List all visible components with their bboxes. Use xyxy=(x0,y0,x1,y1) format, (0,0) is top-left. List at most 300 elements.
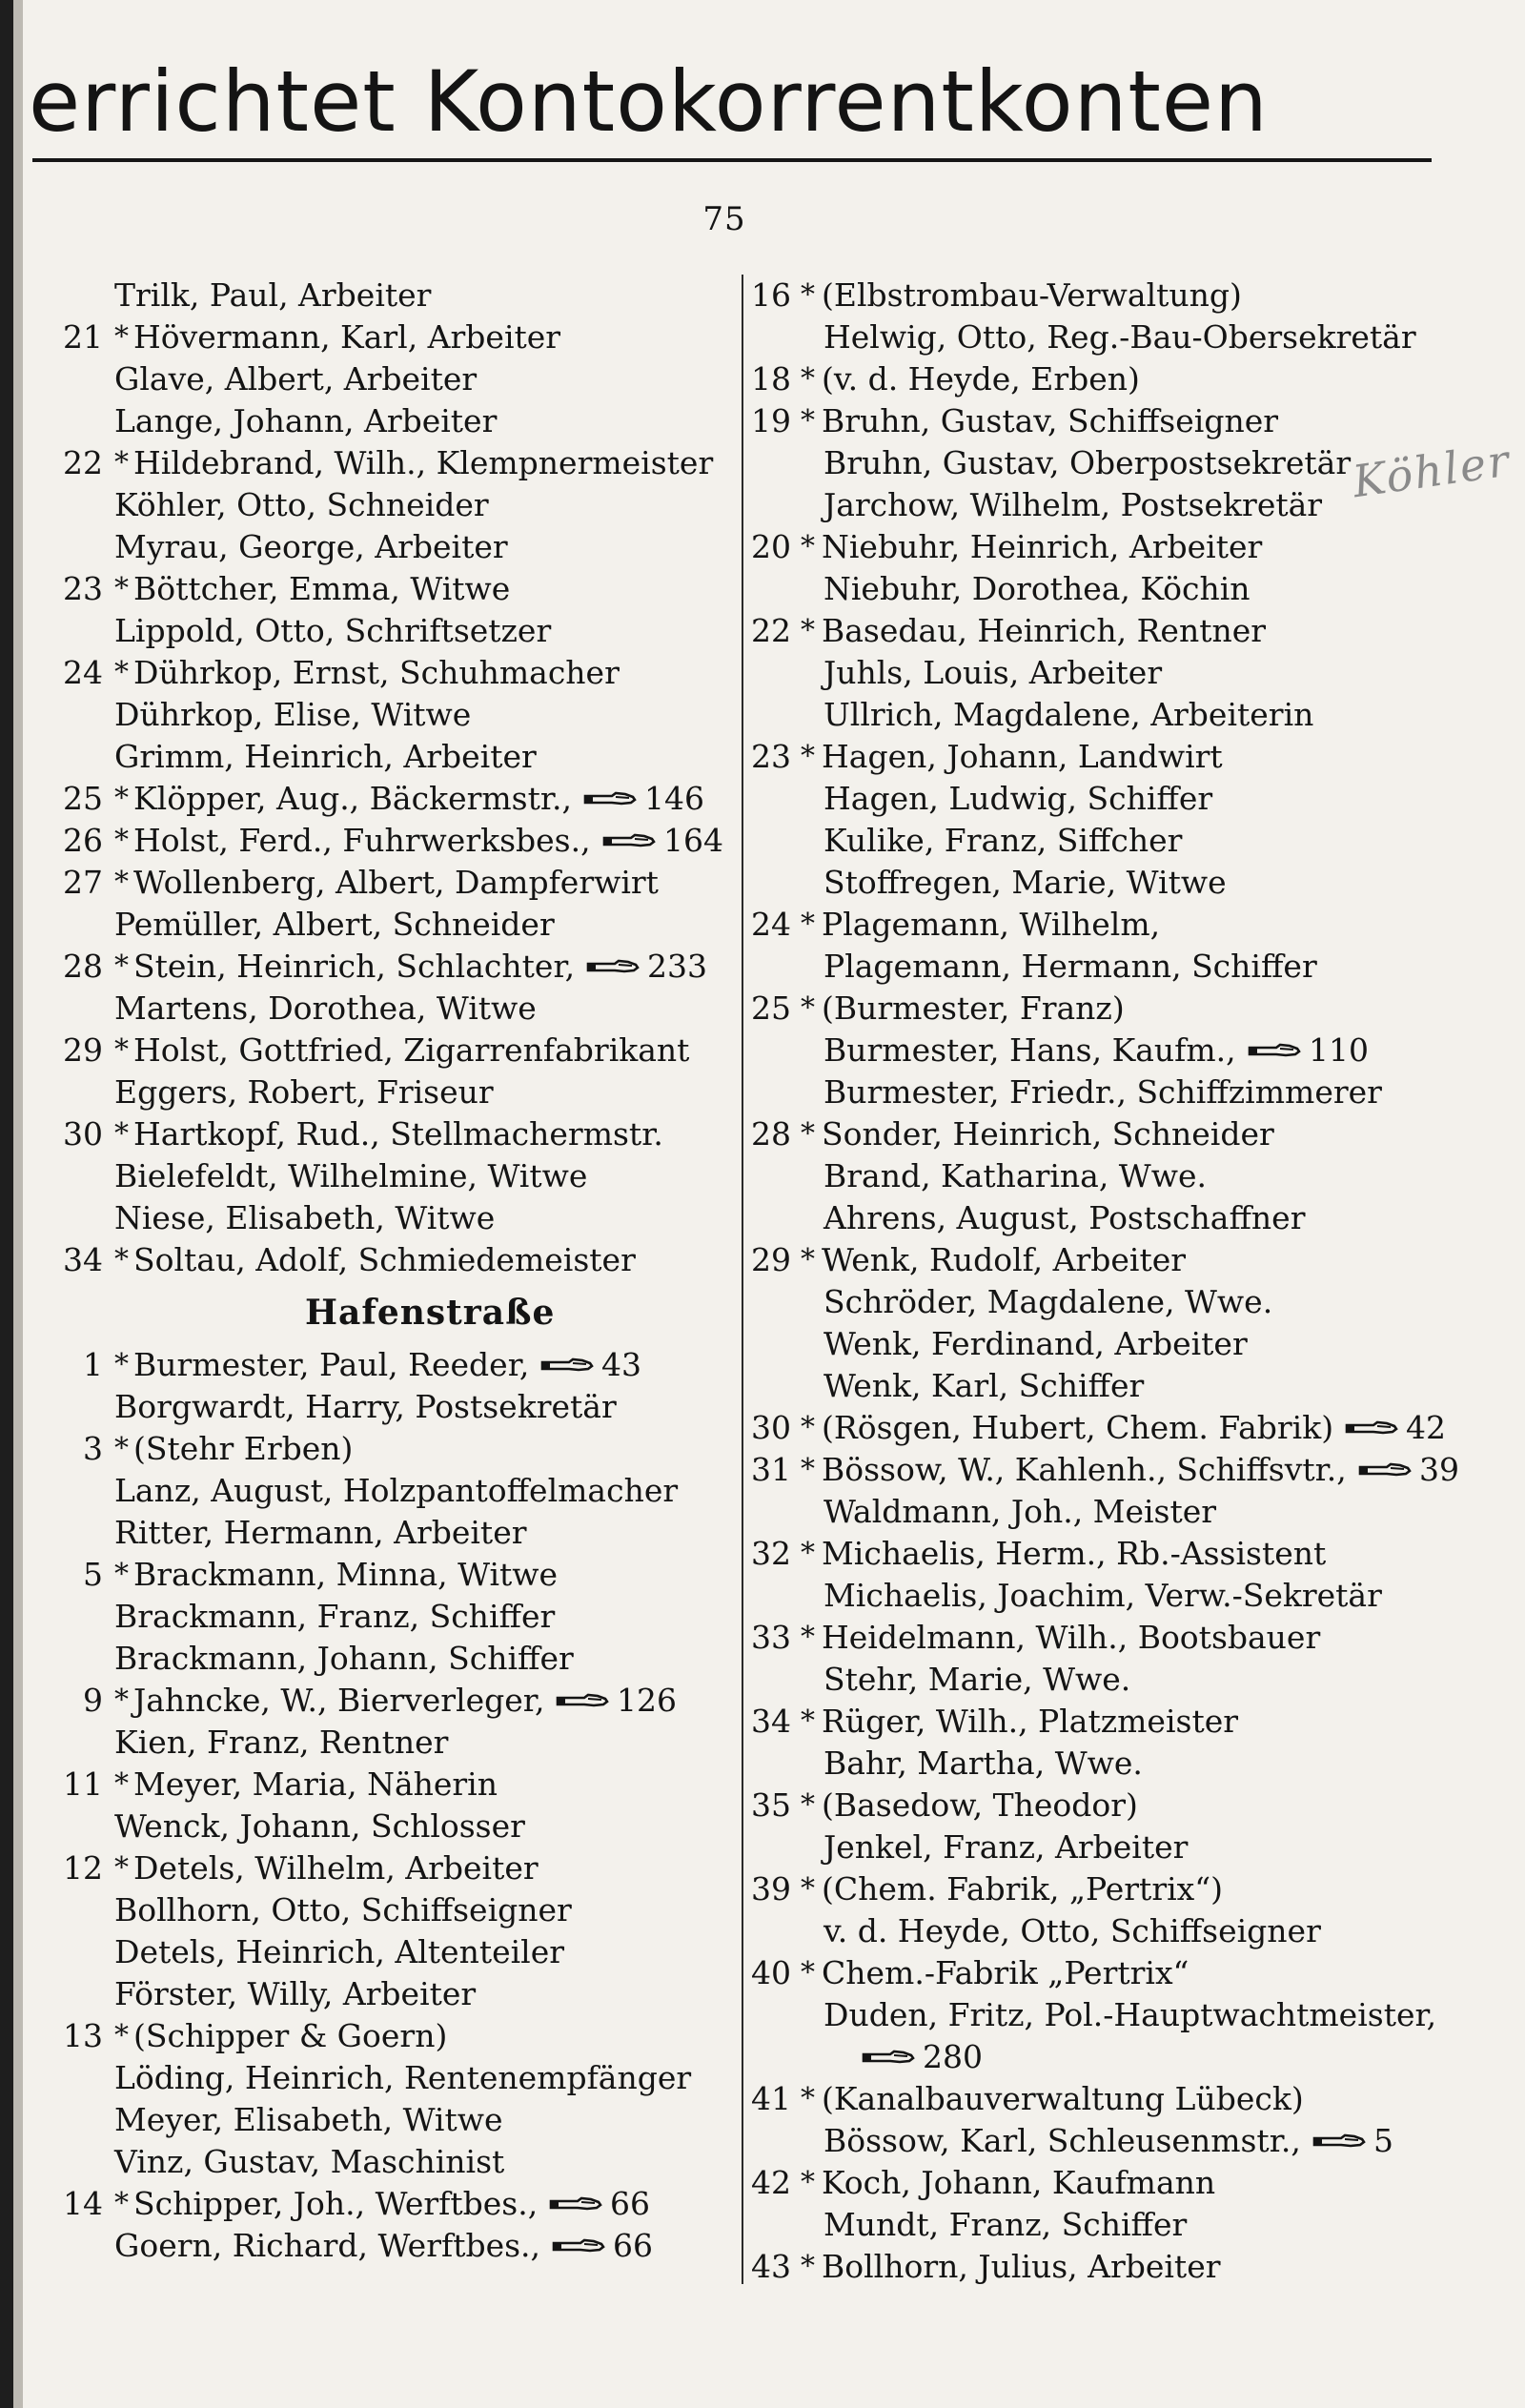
house-number: 40 xyxy=(751,1954,791,1991)
entry-text: Bruhn, Gustav, Oberpostsekretär xyxy=(824,444,1352,481)
entry-text: Holst, Gottfried, Zigarrenfabrikant xyxy=(133,1031,690,1069)
left-entry xyxy=(34,1197,738,1239)
house-number: 34 xyxy=(751,1703,791,1740)
house-number: 42 xyxy=(751,2164,791,2201)
entry-text: (Kanalbauverwaltung Lübeck) xyxy=(822,2080,1304,2117)
right-entry xyxy=(745,1155,1498,1197)
left-entry xyxy=(34,778,738,820)
left-entry xyxy=(34,946,738,988)
pointing-hand-icon xyxy=(556,1693,609,1708)
entry-text: (Rösgen, Hubert, Chem. Fabrik) xyxy=(822,1409,1334,1446)
street-section-heading xyxy=(34,1281,738,1344)
entry-text: Waldmann, Joh., Meister xyxy=(824,1493,1217,1530)
house-number: 41 xyxy=(751,2080,791,2117)
entry-text: Lippold, Otto, Schriftsetzer xyxy=(114,612,552,649)
right-entry xyxy=(745,1575,1498,1617)
right-entry xyxy=(745,1701,1498,1743)
left-entry xyxy=(34,1889,738,1931)
owner-star-icon: * xyxy=(114,320,129,354)
handwritten-margin-note: Köhler xyxy=(1349,434,1515,508)
pointing-hand-icon xyxy=(1345,1420,1398,1436)
left-entry xyxy=(34,484,738,526)
owner-star-icon: * xyxy=(114,1033,129,1067)
entry-text: (Basedow, Theodor) xyxy=(822,1786,1138,1824)
right-entry xyxy=(745,1197,1498,1239)
entry-text: Stehr, Marie, Wwe. xyxy=(824,1661,1131,1698)
left-entry xyxy=(34,1847,738,1889)
house-number: 33 xyxy=(751,1619,791,1656)
entry-text: Lanz, August, Holzpantoffelmacher xyxy=(114,1472,679,1509)
left-entry xyxy=(34,1554,738,1596)
owner-star-icon: * xyxy=(801,2250,815,2283)
house-number: 14 xyxy=(63,2185,103,2222)
left-entry xyxy=(34,1239,738,1281)
house-number: 20 xyxy=(751,528,791,565)
entry-text: Eggers, Robert, Friseur xyxy=(114,1073,494,1111)
owner-star-icon: * xyxy=(801,991,815,1025)
page-banner-title: errichtet Kontokorrentkonten xyxy=(29,52,1269,151)
entry-text: Rüger, Wilh., Platzmeister xyxy=(822,1703,1239,1740)
entry-text: Bollhorn, Julius, Arbeiter xyxy=(822,2248,1221,2285)
entry-text: Glave, Albert, Arbeiter xyxy=(114,360,478,398)
entry-text: Klöpper, Aug., Bäckermstr., xyxy=(133,780,572,817)
left-entry xyxy=(34,904,738,946)
left-entry xyxy=(34,1806,738,1847)
entry-text: Meyer, Elisabeth, Witwe xyxy=(114,2101,503,2138)
entry-text: Bruhn, Gustav, Schiffseigner xyxy=(822,402,1278,439)
account-reference: 126 xyxy=(617,1682,677,1719)
house-number: 22 xyxy=(751,612,791,649)
left-entry xyxy=(34,2183,738,2225)
owner-star-icon: * xyxy=(801,1956,815,1990)
entry-text: Dührkop, Ernst, Schuhmacher xyxy=(133,654,620,691)
owner-star-icon: * xyxy=(114,866,129,899)
owner-star-icon: * xyxy=(801,1243,815,1276)
house-number: 1 xyxy=(83,1346,103,1383)
pointing-hand-icon xyxy=(540,1357,594,1373)
account-reference: 66 xyxy=(610,2185,650,2222)
left-entry xyxy=(34,1113,738,1155)
owner-star-icon: * xyxy=(114,949,129,983)
house-number: 30 xyxy=(751,1409,791,1446)
account-reference: 39 xyxy=(1419,1451,1459,1488)
right-column xyxy=(745,275,1515,2288)
house-number: 30 xyxy=(63,1115,103,1153)
right-entry xyxy=(745,1239,1498,1281)
left-entry xyxy=(34,275,738,316)
account-reference: 42 xyxy=(1406,1409,1446,1446)
entry-text: Brackmann, Johann, Schiffer xyxy=(114,1640,574,1677)
entry-text: Borgwardt, Harry, Postsekretär xyxy=(114,1388,617,1425)
entry-text: Bollhorn, Otto, Schiffseigner xyxy=(114,1891,572,1928)
entry-text: Bössow, W., Kahlenh., Schiffsvtr., xyxy=(822,1451,1347,1488)
entry-text: Meyer, Maria, Näherin xyxy=(133,1765,498,1803)
owner-star-icon: * xyxy=(801,2166,815,2199)
owner-star-icon: * xyxy=(801,908,815,941)
house-number: 25 xyxy=(63,780,103,817)
owner-star-icon: * xyxy=(114,656,129,689)
right-entry xyxy=(745,652,1498,694)
entry-text: Wenk, Karl, Schiffer xyxy=(824,1367,1145,1404)
right-entry xyxy=(745,988,1498,1030)
entry-text: Stein, Heinrich, Schlachter, xyxy=(133,948,576,985)
left-entry xyxy=(34,694,738,736)
owner-star-icon: * xyxy=(114,446,129,480)
owner-star-icon: * xyxy=(801,1621,815,1654)
right-entry xyxy=(745,1868,1498,1910)
left-column xyxy=(34,275,738,2267)
owner-star-icon: * xyxy=(801,1117,815,1151)
right-entry xyxy=(745,1826,1498,1868)
pointing-hand-icon xyxy=(549,2196,602,2212)
entry-text: Martens, Dorothea, Witwe xyxy=(114,990,537,1027)
entry-text: Jahncke, W., Bierverleger, xyxy=(133,1682,545,1719)
left-entry xyxy=(34,316,738,358)
right-entry xyxy=(745,1785,1498,1826)
house-number: 9 xyxy=(83,1682,103,1719)
entry-text: Chem.-Fabrik „Pertrix“ xyxy=(822,1954,1190,1991)
house-number: 28 xyxy=(63,948,103,985)
pointing-hand-icon xyxy=(1358,1462,1412,1478)
house-number: 26 xyxy=(63,822,103,859)
owner-star-icon: * xyxy=(114,1348,129,1381)
owner-star-icon: * xyxy=(801,740,815,773)
owner-star-icon: * xyxy=(114,782,129,815)
right-entry xyxy=(745,1407,1498,1449)
left-entry xyxy=(34,1638,738,1680)
right-entry xyxy=(745,526,1498,568)
entry-text: (Chem. Fabrik, „Pertrix“) xyxy=(822,1870,1224,1908)
right-entry xyxy=(745,1281,1498,1323)
owner-star-icon: * xyxy=(114,1767,129,1801)
entry-text: Förster, Willy, Arbeiter xyxy=(114,1975,477,2012)
owner-star-icon: * xyxy=(114,824,129,857)
owner-star-icon: * xyxy=(801,1537,815,1570)
entry-text: Vinz, Gustav, Maschinist xyxy=(114,2143,505,2180)
pointing-hand-icon xyxy=(552,2238,605,2254)
left-entry xyxy=(34,1931,738,1973)
street-name: Hafenstraße xyxy=(305,1293,556,1333)
entry-text: Brackmann, Minna, Witwe xyxy=(133,1556,559,1593)
left-entry xyxy=(34,862,738,904)
left-entry xyxy=(34,2141,738,2183)
left-entry xyxy=(34,652,738,694)
right-entry xyxy=(745,568,1498,610)
owner-star-icon: * xyxy=(801,278,815,312)
left-entry xyxy=(34,1344,738,1386)
left-entry xyxy=(34,2225,738,2267)
entry-text: Mundt, Franz, Schiffer xyxy=(824,2206,1188,2243)
right-entry xyxy=(745,1533,1498,1575)
house-number: 22 xyxy=(63,444,103,481)
right-entry xyxy=(745,2246,1498,2288)
account-reference: 110 xyxy=(1309,1031,1369,1069)
owner-star-icon: * xyxy=(801,614,815,647)
house-number: 3 xyxy=(83,1430,103,1467)
entry-text: Sonder, Heinrich, Schneider xyxy=(822,1115,1274,1153)
entry-text: Kien, Franz, Rentner xyxy=(114,1724,449,1761)
left-entry xyxy=(34,526,738,568)
right-entry xyxy=(745,1491,1498,1533)
house-number: 39 xyxy=(751,1870,791,1908)
entry-text: Plagemann, Hermann, Schiffer xyxy=(824,948,1317,985)
house-number: 24 xyxy=(63,654,103,691)
house-number: 25 xyxy=(751,990,791,1027)
owner-star-icon: * xyxy=(801,1453,815,1486)
entry-text: Köhler, Otto, Schneider xyxy=(114,486,489,523)
entry-text: (Burmester, Franz) xyxy=(822,990,1125,1027)
left-entry xyxy=(34,820,738,862)
house-number: 11 xyxy=(63,1765,103,1803)
entry-text: v. d. Heyde, Otto, Schiffseigner xyxy=(824,1912,1321,1949)
left-entry xyxy=(34,442,738,484)
house-number: 29 xyxy=(751,1241,791,1278)
owner-star-icon: * xyxy=(801,1788,815,1822)
house-number: 18 xyxy=(751,360,791,398)
entry-text: Grimm, Heinrich, Arbeiter xyxy=(114,738,537,775)
pointing-hand-icon xyxy=(1312,2133,1366,2149)
right-entry xyxy=(745,400,1498,442)
right-entry xyxy=(745,778,1498,820)
right-entry xyxy=(745,1449,1498,1491)
right-entry xyxy=(745,2162,1498,2204)
right-entry xyxy=(745,1910,1498,1952)
column-divider xyxy=(742,275,743,2284)
entry-text: Goern, Richard, Werftbes., xyxy=(114,2227,541,2264)
entry-text: Hartkopf, Rud., Stellmachermstr. xyxy=(133,1115,663,1153)
house-number: 13 xyxy=(63,2017,103,2054)
right-entry xyxy=(745,694,1498,736)
entry-text: Ullrich, Magdalene, Arbeiterin xyxy=(824,696,1314,733)
right-entry xyxy=(745,1659,1498,1701)
right-entry xyxy=(745,2120,1498,2162)
entry-text: Wenck, Johann, Schlosser xyxy=(114,1807,525,1845)
entry-text: Ritter, Hermann, Arbeiter xyxy=(114,1514,527,1551)
left-entry xyxy=(34,2015,738,2057)
entry-text: Schröder, Magdalene, Wwe. xyxy=(824,1283,1273,1320)
house-number: 27 xyxy=(63,864,103,901)
owner-star-icon: * xyxy=(114,2019,129,2052)
entry-text: Niebuhr, Heinrich, Arbeiter xyxy=(822,528,1263,565)
account-reference: 146 xyxy=(644,780,704,817)
owner-star-icon: * xyxy=(801,1411,815,1444)
account-reference: 233 xyxy=(647,948,707,985)
entry-text: Wenk, Rudolf, Arbeiter xyxy=(822,1241,1187,1278)
house-number: 23 xyxy=(751,738,791,775)
pointing-hand-icon xyxy=(583,791,637,806)
entry-text: Burmester, Friedr., Schiffzimmerer xyxy=(824,1073,1382,1111)
left-entry xyxy=(34,358,738,400)
left-entry xyxy=(34,610,738,652)
entry-text: Detels, Heinrich, Altenteiler xyxy=(114,1933,565,1970)
left-entry xyxy=(34,1030,738,1071)
house-number: 24 xyxy=(751,906,791,943)
book-spine-shadow xyxy=(0,0,13,2408)
left-entry xyxy=(34,736,738,778)
pointing-hand-icon xyxy=(862,2050,915,2065)
left-entry xyxy=(34,1680,738,1722)
right-entry xyxy=(745,316,1498,358)
owner-star-icon: * xyxy=(801,1704,815,1738)
right-entry xyxy=(745,946,1498,988)
right-entry xyxy=(745,2078,1498,2120)
entry-text: Basedau, Heinrich, Rentner xyxy=(822,612,1267,649)
house-number: 5 xyxy=(83,1556,103,1593)
left-entry xyxy=(34,1596,738,1638)
entry-text: Kulike, Franz, Siffcher xyxy=(824,822,1183,859)
house-number: 16 xyxy=(751,276,791,314)
right-entry xyxy=(745,1743,1498,1785)
owner-star-icon: * xyxy=(114,1117,129,1151)
entry-text: Myrau, George, Arbeiter xyxy=(114,528,508,565)
entry-text: Holst, Ferd., Fuhrwerksbes., xyxy=(133,822,591,859)
entry-text: (Stehr Erben) xyxy=(133,1430,354,1467)
owner-star-icon: * xyxy=(801,404,815,438)
page-number: 75 xyxy=(702,200,746,238)
left-entry xyxy=(34,1155,738,1197)
owner-star-icon: * xyxy=(114,1684,129,1717)
pointing-hand-icon xyxy=(602,833,656,848)
entry-text: Dührkop, Elise, Witwe xyxy=(114,696,472,733)
left-entry xyxy=(34,1764,738,1806)
house-number: 21 xyxy=(63,318,103,356)
entry-text: Jenkel, Franz, Arbeiter xyxy=(824,1828,1189,1866)
left-entry xyxy=(34,1428,738,1470)
entry-text: Michaelis, Herm., Rb.-Assistent xyxy=(822,1535,1327,1572)
right-entry xyxy=(745,1365,1498,1407)
right-entry xyxy=(745,1113,1498,1155)
right-entry xyxy=(745,862,1498,904)
right-entry xyxy=(745,1952,1498,1994)
right-entry xyxy=(745,1994,1498,2036)
left-entry xyxy=(34,1722,738,1764)
owner-star-icon: * xyxy=(801,2082,815,2115)
account-reference: 66 xyxy=(613,2227,653,2264)
house-number: 29 xyxy=(63,1031,103,1069)
house-number: 32 xyxy=(751,1535,791,1572)
entry-text: Detels, Wilhelm, Arbeiter xyxy=(133,1849,539,1887)
entry-text: Hagen, Ludwig, Schiffer xyxy=(824,780,1213,817)
entry-text: Burmester, Paul, Reeder, xyxy=(133,1346,530,1383)
left-entry xyxy=(34,568,738,610)
entry-text: Stoffregen, Marie, Witwe xyxy=(824,864,1227,901)
house-number: 23 xyxy=(63,570,103,607)
entry-text: Soltau, Adolf, Schmiedemeister xyxy=(133,1241,636,1278)
entry-text: Wollenberg, Albert, Dampferwirt xyxy=(133,864,659,901)
entry-text: Duden, Fritz, Pol.-Hauptwachtmeister, xyxy=(824,1996,1437,2033)
entry-text: Jarchow, Wilhelm, Postsekretär xyxy=(824,486,1323,523)
entry-text: Juhls, Louis, Arbeiter xyxy=(824,654,1163,691)
entry-text: Niebuhr, Dorothea, Köchin xyxy=(824,570,1250,607)
entry-text: Hagen, Johann, Landwirt xyxy=(822,738,1223,775)
account-reference: 5 xyxy=(1373,2122,1393,2159)
house-number: 31 xyxy=(751,1451,791,1488)
owner-star-icon: * xyxy=(114,1851,129,1885)
owner-star-icon: * xyxy=(801,530,815,563)
entry-text: Böttcher, Emma, Witwe xyxy=(133,570,511,607)
account-reference: 164 xyxy=(663,822,723,859)
owner-star-icon: * xyxy=(801,362,815,396)
entry-text: Wenk, Ferdinand, Arbeiter xyxy=(824,1325,1248,1362)
entry-text: Ahrens, August, Postschaffner xyxy=(824,1199,1306,1236)
house-number: 35 xyxy=(751,1786,791,1824)
entry-text: Schipper, Joh., Werftbes., xyxy=(133,2185,539,2222)
pointing-hand-icon xyxy=(586,959,640,974)
entry-text: (Schipper & Goern) xyxy=(133,2017,448,2054)
right-entry xyxy=(745,1030,1498,1071)
entry-text: Lange, Johann, Arbeiter xyxy=(114,402,498,439)
entry-text: Niese, Elisabeth, Witwe xyxy=(114,1199,496,1236)
entry-text: Bielefeldt, Wilhelmine, Witwe xyxy=(114,1157,588,1194)
house-number: 28 xyxy=(751,1115,791,1153)
right-entry xyxy=(745,610,1498,652)
entry-text: Michaelis, Joachim, Verw.-Sekretär xyxy=(824,1577,1382,1614)
entry-text: Bahr, Martha, Wwe. xyxy=(824,1745,1143,1782)
account-reference: 43 xyxy=(601,1346,641,1383)
right-entry xyxy=(745,736,1498,778)
entry-text: Trilk, Paul, Arbeiter xyxy=(114,276,432,314)
right-entry xyxy=(745,904,1498,946)
entry-text: (v. d. Heyde, Erben) xyxy=(822,360,1140,398)
left-entry xyxy=(34,1386,738,1428)
entry-text: Brackmann, Franz, Schiffer xyxy=(114,1598,556,1635)
banner-underline xyxy=(32,158,1432,162)
book-spine-edge xyxy=(13,0,23,2408)
entry-text: Löding, Heinrich, Rentenempfänger xyxy=(114,2059,692,2096)
left-entry xyxy=(34,988,738,1030)
right-entry xyxy=(745,1323,1498,1365)
entry-text: Plagemann, Wilhelm, xyxy=(822,906,1161,943)
account-reference: 280 xyxy=(923,2038,983,2075)
entry-text: Brand, Katharina, Wwe. xyxy=(824,1157,1207,1194)
house-number: 19 xyxy=(751,402,791,439)
entry-text: Burmester, Hans, Kaufm., xyxy=(824,1031,1236,1069)
left-entry xyxy=(34,1973,738,2015)
left-entry xyxy=(34,1071,738,1113)
owner-star-icon: * xyxy=(114,2187,129,2220)
pointing-hand-icon xyxy=(1248,1043,1301,1058)
right-entry xyxy=(745,2036,1498,2078)
right-entry xyxy=(745,1617,1498,1659)
right-entry xyxy=(745,820,1498,862)
entry-text: Hövermann, Karl, Arbeiter xyxy=(133,318,561,356)
left-entry xyxy=(34,1470,738,1512)
right-entry xyxy=(745,2204,1498,2246)
house-number: 43 xyxy=(751,2248,791,2285)
entry-text: Hildebrand, Wilh., Klempnermeister xyxy=(133,444,714,481)
left-entry xyxy=(34,2099,738,2141)
owner-star-icon: * xyxy=(114,1558,129,1591)
entry-text: Koch, Johann, Kaufmann xyxy=(822,2164,1216,2201)
entry-text: Heidelmann, Wilh., Bootsbauer xyxy=(822,1619,1321,1656)
entry-text: Pemüller, Albert, Schneider xyxy=(114,906,555,943)
right-entry xyxy=(745,358,1498,400)
owner-star-icon: * xyxy=(114,1243,129,1276)
owner-star-icon: * xyxy=(801,1872,815,1906)
right-entry xyxy=(745,1071,1498,1113)
entry-text: (Elbstrombau-Verwaltung) xyxy=(822,276,1242,314)
owner-star-icon: * xyxy=(114,572,129,605)
house-number: 12 xyxy=(63,1849,103,1887)
entry-text: Helwig, Otto, Reg.-Bau-Obersekretär xyxy=(824,318,1416,356)
owner-star-icon: * xyxy=(114,1432,129,1465)
entry-text: Bössow, Karl, Schleusenmstr., xyxy=(824,2122,1301,2159)
right-entry xyxy=(745,275,1498,316)
left-entry xyxy=(34,2057,738,2099)
house-number: 34 xyxy=(63,1241,103,1278)
left-entry xyxy=(34,400,738,442)
left-entry xyxy=(34,1512,738,1554)
